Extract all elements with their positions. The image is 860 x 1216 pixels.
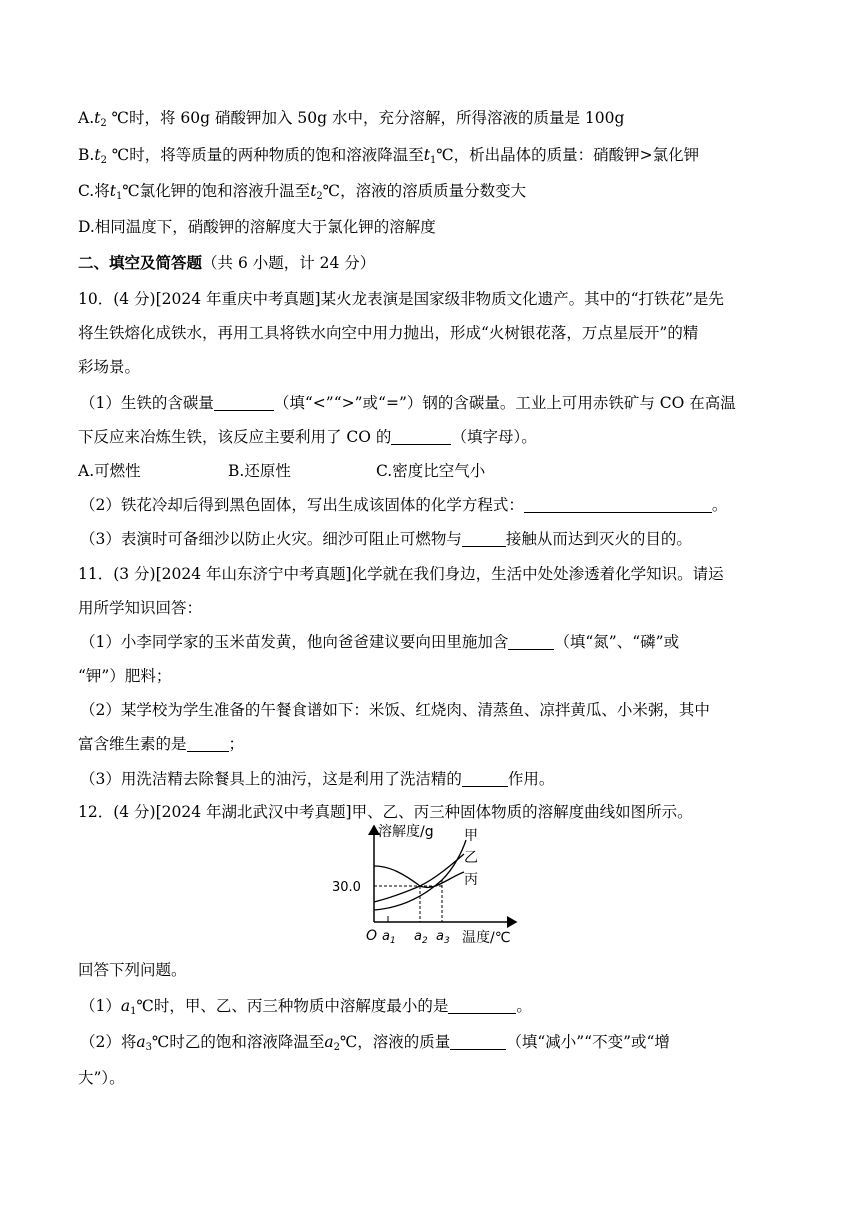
x-tick-a1: $a_1$ — [382, 929, 396, 946]
q12-part1: $(1)a_1℃$时，甲、乙、丙三种物质中溶解度最小的是 。 — [80, 997, 532, 1017]
q9-option-d: D.相同温度下，硝酸钾的溶解度大于氯化钾的溶解度 — [78, 218, 436, 236]
answer-blank[interactable] — [187, 735, 229, 752]
q10-option-a: A.可燃性 — [78, 462, 141, 480]
section-heading — [78, 251, 790, 275]
q11-part2-line1: （2）某学校为学生准备的午餐食谱如下：米饭、红烧肉、清蒸鱼、凉拌黄瓜、小米粥，其中 — [80, 701, 710, 719]
q9-option-b: $B.t_2$ ℃时，将等质量的两种物质的饱和溶液降温至$t_1℃$，析出晶体的质量：硝酸钾>氯化钾 — [78, 146, 700, 166]
answer-blank[interactable] — [448, 997, 516, 1014]
q9-option-c: C.将$t_1℃$氯化钾的饱和溶液升温至$t_2℃$，溶液的溶质质量分数变大 — [78, 182, 527, 202]
q11-part3: （3）用洗洁精去除餐具上的油污，这是利用了洗洁精的 作用。 — [80, 770, 555, 788]
q12-part2-line1: （2）将$a_3℃$时乙的饱和溶液降温至$a_2℃$，溶液的质量 （填“减小”“不变”或“增 — [80, 1033, 670, 1053]
q10-part1-line2: 下反应来冶炼生铁，该反应主要利用了 CO 的 （填字母）。 — [78, 428, 537, 446]
x-tick-a2: $a_2$ — [414, 929, 428, 946]
q12-part2-line2: 大”）。 — [78, 1069, 125, 1087]
series-label-bing: 丙 — [464, 872, 478, 888]
y-axis-label: 溶解度/g — [378, 824, 434, 840]
q10-stem-line1: 10．(4 分)[2024 年重庆中考真题]某火龙表演是国家级非物质文化遗产。其中的“打铁花”是先 — [78, 290, 724, 308]
q9-option-a: $A.t_2$ ℃时，将 60g 硝酸钾加入 50g 水中，充分溶解，所得溶液的质量是 100g — [78, 109, 625, 129]
answer-blank[interactable] — [450, 1033, 506, 1050]
q11-part1-line2: “钾”）肥料； — [78, 667, 172, 685]
q10-part1-line1: （1）生铁的含碳量 （填“<”“>”或“=”）钢的含碳量。工业上可用赤铁矿与 CO 在高温 — [80, 394, 736, 412]
q11-stem-line1: 11．(3 分)[2024 年山东济宁中考真题]化学就在我们身边，生活中处处渗透着化学知识。请运 — [78, 565, 724, 583]
answer-blank[interactable] — [462, 530, 506, 547]
q10-stem-line3: 彩场景。 — [78, 358, 141, 376]
q10-option-b: B.还原性 — [228, 462, 291, 480]
q10-stem-line2: 将生铁熔化成铁水，再用工具将铁水向空中用力抛出，形成“火树银花落，万点星辰开”的精 — [78, 324, 699, 342]
curve-jia — [374, 840, 466, 910]
q11-part2-line2: 富含维生素的是 ； — [78, 735, 245, 753]
answer-blank[interactable] — [462, 770, 508, 787]
answer-blank[interactable] — [508, 633, 554, 650]
q12-after-chart: 回答下列问题。 — [78, 961, 187, 979]
answer-blank[interactable] — [391, 428, 451, 445]
origin-label: O — [366, 928, 378, 944]
x-tick-a3: $a_3$ — [436, 929, 450, 946]
q11-stem-line2: 用所学知识回答： — [78, 599, 203, 617]
series-label-jia: 甲 — [464, 828, 478, 844]
q10-part3: （3）表演时可备细沙以防止火灾。细沙可阻止可燃物与 接触从而达到灭火的目的。 — [80, 530, 692, 548]
y-tick-30: 30.0 — [332, 880, 361, 895]
q10-part2: （2）铁花冷却后得到黑色固体，写出生成该固体的化学方程式： 。 — [80, 496, 728, 514]
series-label-yi: 乙 — [464, 850, 478, 866]
q10-option-c: C.密度比空气小 — [376, 462, 486, 480]
q12-stem: 12．(4 分)[2024 年湖北武汉中考真题]甲、乙、丙三种固体物质的溶解度曲线如图所示。 — [78, 803, 693, 821]
x-axis-label: 温度/℃ — [462, 930, 511, 946]
q11-part1-line1: （1）小李同学家的玉米苗发黄，他向爸爸建议要向田里施加含 （填“氮”、“磷”或 — [80, 633, 680, 651]
section-title: 二、填空及简答题 — [78, 253, 203, 272]
q10-options — [78, 459, 790, 483]
answer-blank[interactable] — [524, 496, 712, 513]
solubility-chart — [330, 822, 530, 952]
answer-blank[interactable] — [214, 394, 274, 411]
section-note: （共 6 小题，计 24 分） — [202, 254, 376, 272]
